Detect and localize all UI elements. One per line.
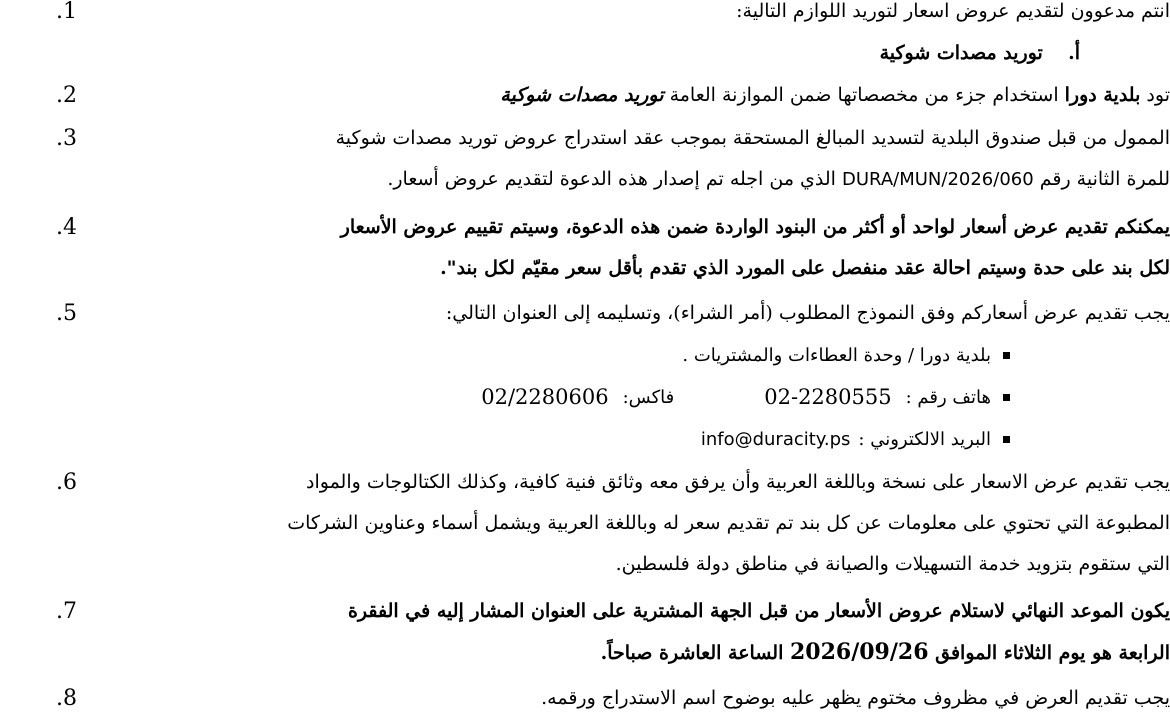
clause-5-number: .5 <box>56 301 77 326</box>
clause-1 <box>10 0 1170 32</box>
bullet-icon <box>1003 436 1010 443</box>
clause-7-number: .7 <box>56 599 77 624</box>
bullet-icon <box>1003 394 1010 401</box>
clause-3 <box>10 118 1170 200</box>
supply-title: توريد مصدات شوكية <box>500 84 664 106</box>
phone-bullet: هاتف رقم : 02-2280555 فاكس: 02/2280606 <box>160 377 1010 418</box>
municipality-name: بلدية دورا <box>1064 84 1141 106</box>
clause-8-number: .8 <box>56 686 77 711</box>
clause-3-text: الممول من قبل صندوق البلدية لتسديد المبالغ المستحقة بموجب عقد استدراج عروض توريد مصدات شوكية للمرة الثانية رقم DURA/MUN/2026/060 الذي من اجله تم إصدار هذه الدعوة لتقديم عروض أسعار. <box>335 127 1170 190</box>
email-address[interactable]: info@duracity.ps <box>700 429 851 450</box>
clause-2 <box>10 75 1170 116</box>
clause-5 <box>10 293 1170 334</box>
address-bullet: بلدية دورا / وحدة العطاءات والمشتريات . <box>682 335 1010 376</box>
clause-6-text: يجب تقديم عرض الاسعار على نسخة وباللغة العربية وأن يرفق معه وثائق فنية كافية، وكذلك الكتالوجات والمواد المطبوعة التي تحتوي على معلومات عن كل بند تم تقديم سعر له وباللغة العربية ويشمل أسماء وعناوين الشركات التي ستقوم بتزويد خدمة التسهيلات والصيانة في مناطق دولة فلسطين. <box>287 471 1170 575</box>
clause-6 <box>10 462 1170 585</box>
clause-5-text: يجب تقديم عرض أسعاركم وفق النموذج المطلوب (أمر الشراء)، وتسليمه إلى العنوان التالي: <box>445 302 1170 324</box>
clause-1-number: .1 <box>56 0 77 24</box>
clause-8-text: يجب تقديم العرض في مظروف مختوم يظهر عليه بوضوح اسم الاستدراج ورقمه. <box>541 687 1170 709</box>
clause-4-number: .4 <box>56 215 77 240</box>
clause-2-text: تود بلدية دورا استخدام جزء من مخصصاتها ضمن الموازنة العامة توريد مصدات شوكية <box>500 84 1170 106</box>
clause-7-text: يكون الموعد النهائي لاستلام عروض الأسعار من قبل الجهة المشترية على العنوان المشار إليه في الفقرة الرابعة هو يوم الثلاثاء الموافق 2026/09/26 الساعة العاشرة صباحاً. <box>347 600 1170 665</box>
clause-4 <box>10 207 1170 289</box>
phone-number: 02-2280555 <box>764 385 892 409</box>
sub-item-a-label: أ. <box>1068 42 1080 64</box>
clause-4-text: يمكنكم تقديم عرض أسعار لواحد أو أكثر من البنود الواردة ضمن هذه الدعوة، وسيتم تقييم عروض الأسعار لكل بند على حدة وسيتم احالة عقد منفصل على المورد الذي تقدم بأقل سعر مقيّم لكل بند". <box>340 216 1170 279</box>
deadline-date: 2026/09/26 <box>789 639 929 665</box>
clause-7 <box>10 591 1170 674</box>
bullet-icon <box>1003 352 1010 359</box>
fax-number: 02/2280606 <box>481 385 609 409</box>
clause-2-number: .2 <box>56 83 77 108</box>
clause-6-number: .6 <box>56 470 77 495</box>
tender-reference: DURA/MUN/2026/060 <box>842 169 1034 190</box>
email-bullet: البريد الالكتروني : info@duracity.ps <box>701 419 1010 460</box>
sub-item-a-text: توريد مصدات شوكية <box>879 42 1043 64</box>
clause-8 <box>10 678 1170 719</box>
clause-1-text: انتم مدعوون لتقديم عروض اسعار لتوريد اللوازم التالية: <box>736 0 1170 22</box>
clause-3-number: .3 <box>56 126 77 151</box>
sub-item-a <box>880 33 1080 74</box>
